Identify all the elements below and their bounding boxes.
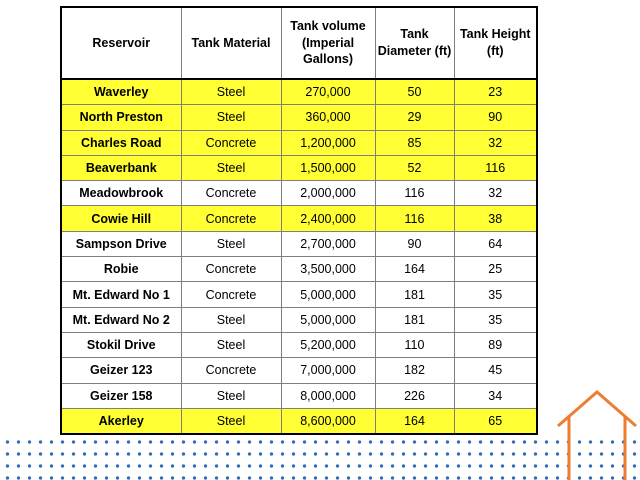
cell-volume: 3,500,000 [281, 257, 375, 282]
cell-diameter: 50 [375, 79, 454, 105]
cell-diameter: 90 [375, 231, 454, 256]
table-header-row [61, 7, 537, 79]
cell-material: Steel [181, 105, 281, 130]
header-tank-material: Tank Material [181, 7, 281, 79]
cell-height: 34 [454, 383, 537, 408]
cell-height: 65 [454, 408, 537, 434]
table-row [61, 282, 537, 307]
cell-diameter: 181 [375, 307, 454, 332]
reservoir-table [60, 6, 538, 435]
table-row [61, 155, 537, 180]
cell-reservoir: Mt. Edward No 1 [61, 282, 181, 307]
cell-volume: 360,000 [281, 105, 375, 130]
cell-reservoir: Meadowbrook [61, 181, 181, 206]
cell-reservoir: Waverley [61, 79, 181, 105]
cell-material: Concrete [181, 358, 281, 383]
table-row [61, 307, 537, 332]
cell-height: 23 [454, 79, 537, 105]
table-row [61, 181, 537, 206]
reservoir-table-container [60, 6, 536, 436]
table-row [61, 206, 537, 231]
cell-height: 64 [454, 231, 537, 256]
table-body [61, 79, 537, 434]
header-reservoir: Reservoir [61, 7, 181, 79]
header-tank-diameter: Tank Diameter (ft) [375, 7, 454, 79]
cell-material: Steel [181, 307, 281, 332]
cell-diameter: 182 [375, 358, 454, 383]
table-row [61, 231, 537, 256]
cell-height: 25 [454, 257, 537, 282]
cell-reservoir: North Preston [61, 105, 181, 130]
cell-material: Steel [181, 155, 281, 180]
cell-material: Steel [181, 79, 281, 105]
table-row [61, 358, 537, 383]
cell-material: Concrete [181, 130, 281, 155]
cell-reservoir: Stokil Drive [61, 332, 181, 357]
cell-volume: 2,000,000 [281, 181, 375, 206]
table-row [61, 257, 537, 282]
cell-volume: 1,200,000 [281, 130, 375, 155]
cell-volume: 1,500,000 [281, 155, 375, 180]
cell-height: 116 [454, 155, 537, 180]
dot-pattern-icon [0, 432, 640, 480]
table-row [61, 105, 537, 130]
cell-height: 32 [454, 130, 537, 155]
cell-material: Concrete [181, 257, 281, 282]
table-row [61, 332, 537, 357]
cell-reservoir: Geizer 158 [61, 383, 181, 408]
cell-volume: 8,000,000 [281, 383, 375, 408]
cell-height: 89 [454, 332, 537, 357]
cell-material: Steel [181, 332, 281, 357]
cell-diameter: 164 [375, 257, 454, 282]
cell-volume: 7,000,000 [281, 358, 375, 383]
header-tank-volume: Tank volume (Imperial Gallons) [281, 7, 375, 79]
cell-reservoir: Robie [61, 257, 181, 282]
cell-reservoir: Mt. Edward No 2 [61, 307, 181, 332]
cell-reservoir: Sampson Drive [61, 231, 181, 256]
cell-material: Concrete [181, 206, 281, 231]
cell-diameter: 85 [375, 130, 454, 155]
cell-diameter: 181 [375, 282, 454, 307]
cell-volume: 8,600,000 [281, 408, 375, 434]
cell-volume: 5,000,000 [281, 307, 375, 332]
table-row [61, 408, 537, 434]
cell-diameter: 29 [375, 105, 454, 130]
cell-height: 35 [454, 282, 537, 307]
table-row [61, 130, 537, 155]
table-row [61, 79, 537, 105]
cell-material: Concrete [181, 282, 281, 307]
cell-material: Concrete [181, 181, 281, 206]
cell-volume: 270,000 [281, 79, 375, 105]
cell-height: 38 [454, 206, 537, 231]
cell-reservoir: Charles Road [61, 130, 181, 155]
cell-reservoir: Akerley [61, 408, 181, 434]
cell-height: 45 [454, 358, 537, 383]
cell-diameter: 164 [375, 408, 454, 434]
header-tank-height: Tank Height (ft) [454, 7, 537, 79]
cell-diameter: 52 [375, 155, 454, 180]
cell-diameter: 110 [375, 332, 454, 357]
cell-reservoir: Geizer 123 [61, 358, 181, 383]
cell-reservoir: Cowie Hill [61, 206, 181, 231]
cell-height: 35 [454, 307, 537, 332]
cell-material: Steel [181, 408, 281, 434]
table-row [61, 383, 537, 408]
cell-volume: 2,400,000 [281, 206, 375, 231]
cell-material: Steel [181, 231, 281, 256]
cell-material: Steel [181, 383, 281, 408]
cell-diameter: 226 [375, 383, 454, 408]
cell-height: 32 [454, 181, 537, 206]
cell-diameter: 116 [375, 206, 454, 231]
cell-volume: 5,200,000 [281, 332, 375, 357]
cell-volume: 2,700,000 [281, 231, 375, 256]
cell-volume: 5,000,000 [281, 282, 375, 307]
house-outline-icon [554, 388, 640, 480]
cell-reservoir: Beaverbank [61, 155, 181, 180]
cell-diameter: 116 [375, 181, 454, 206]
cell-height: 90 [454, 105, 537, 130]
